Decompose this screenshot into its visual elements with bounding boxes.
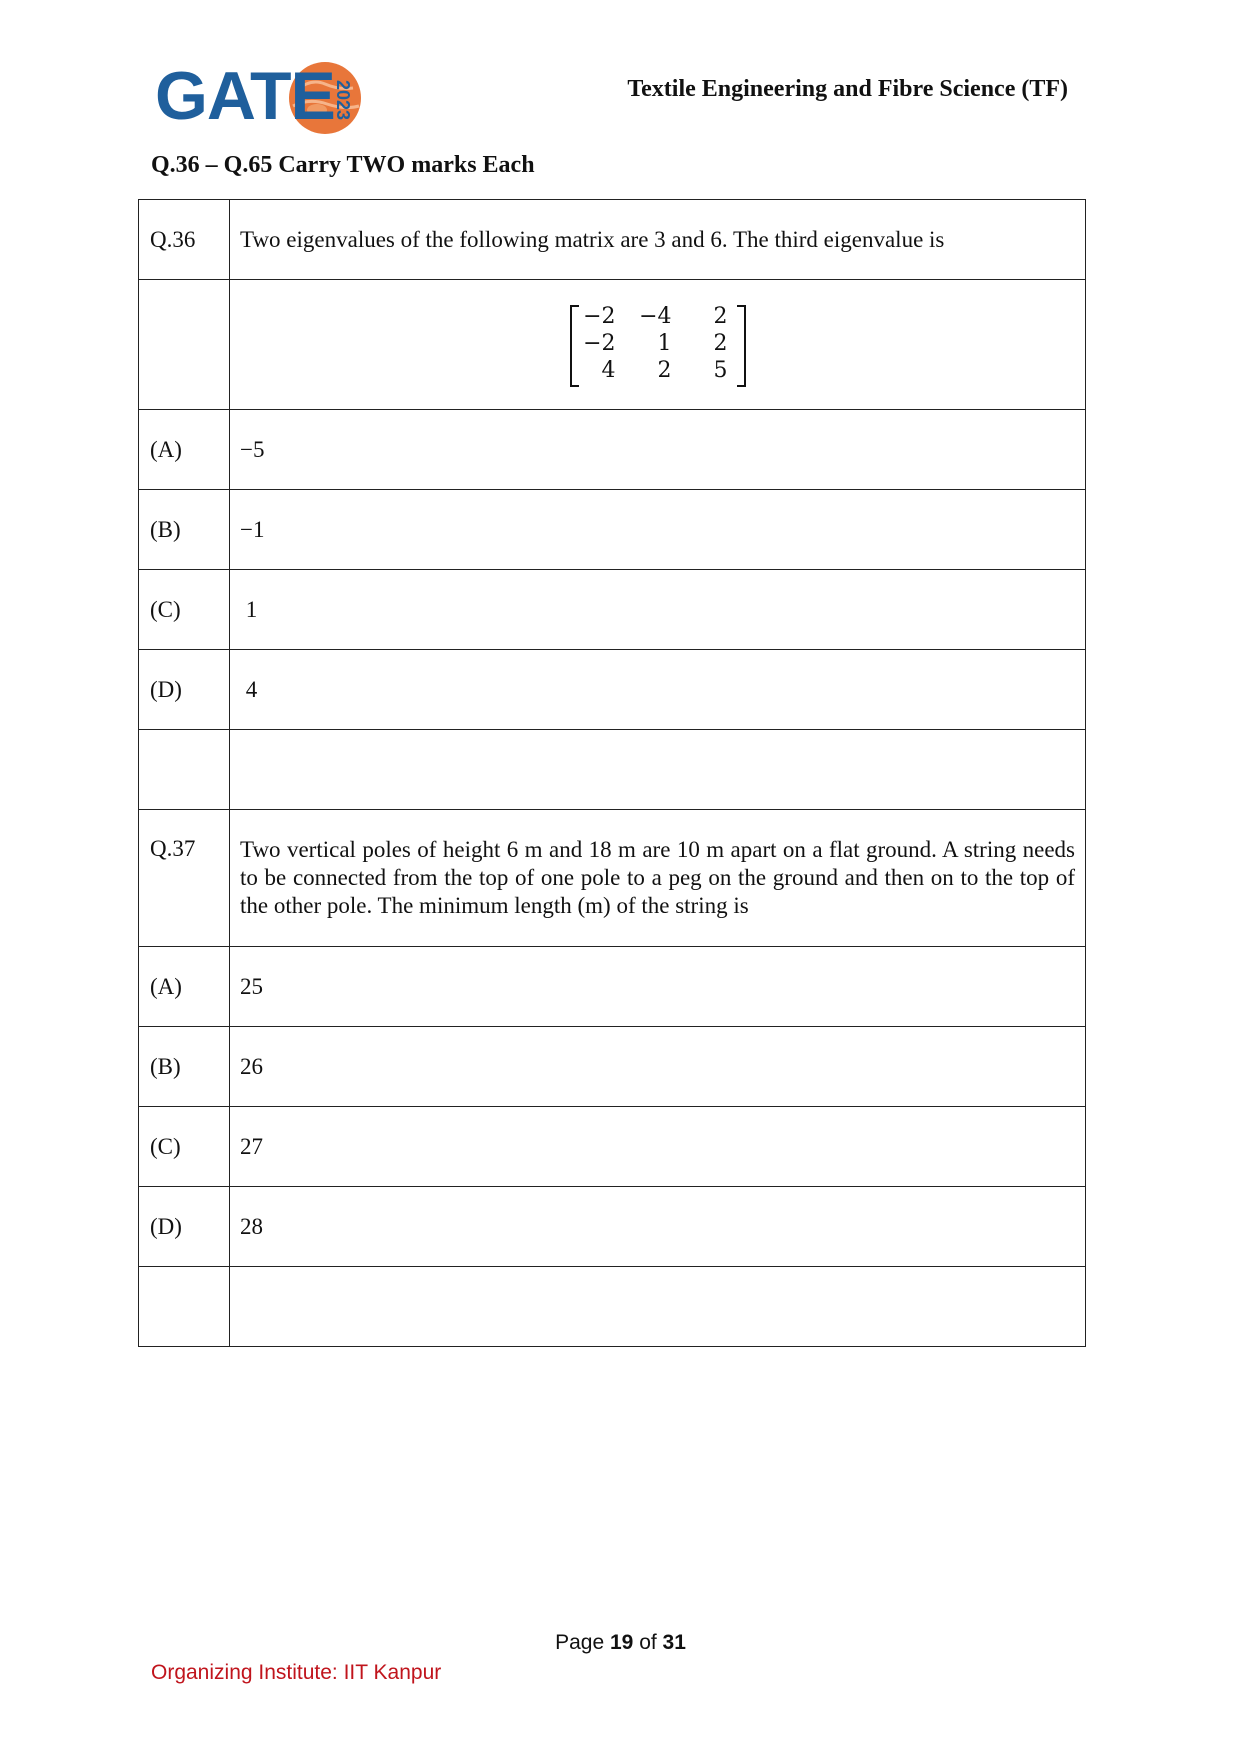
option-row (139, 570, 1086, 650)
option-row (139, 490, 1086, 570)
logo-wordmark: GATE (155, 58, 335, 134)
option-row (139, 650, 1086, 730)
option-label: (C) (139, 1107, 230, 1187)
matrix-cell: 2 (713, 303, 728, 329)
matrix-cell: 2 (657, 357, 672, 383)
option-row (139, 1107, 1086, 1187)
question-stem: Two eigenvalues of the following matrix are 3 and 6. The third eigenvalue is (230, 200, 1086, 280)
option-row (139, 410, 1086, 490)
option-row (139, 1187, 1086, 1267)
matrix (570, 305, 746, 385)
option-text: −5 (230, 410, 1086, 490)
question-number: Q.37 (139, 810, 230, 947)
option-row (139, 947, 1086, 1027)
matrix-cell: −2 (583, 330, 616, 356)
option-text: 28 (230, 1187, 1086, 1267)
option-label: (A) (139, 947, 230, 1027)
gate-logo (155, 60, 365, 138)
option-text: −1 (230, 490, 1086, 570)
option-text: 26 (230, 1027, 1086, 1107)
matrix-cell: −4 (639, 303, 672, 329)
question-row (139, 810, 1086, 947)
section-title: Q.36 – Q.65 Carry TWO marks Each (151, 152, 535, 178)
option-label: (D) (139, 1187, 230, 1267)
spacer-row (139, 730, 1086, 810)
matrix-right-bracket (737, 305, 746, 387)
matrix-cell: −2 (583, 303, 616, 329)
question-number: Q.36 (139, 200, 230, 280)
matrix-cell: 4 (601, 357, 616, 383)
option-label: (B) (139, 1027, 230, 1107)
page-number: Page 19 of 31 (555, 1631, 686, 1654)
matrix-cell: 5 (713, 357, 728, 383)
option-text: 27 (230, 1107, 1086, 1187)
question-row (139, 200, 1086, 280)
option-label: (D) (139, 650, 230, 730)
question-table (138, 199, 1086, 1347)
paper-title: Textile Engineering and Fibre Science (TF) (627, 76, 1068, 102)
organizing-institute: Organizing Institute: IIT Kanpur (151, 1661, 442, 1684)
matrix-row (139, 280, 1086, 410)
logo-year: 2023 (333, 79, 353, 121)
matrix-cell: 2 (713, 330, 728, 356)
option-text: 4 (230, 650, 1086, 730)
matrix-cell: 1 (657, 330, 672, 356)
option-text: 1 (230, 570, 1086, 650)
option-label: (A) (139, 410, 230, 490)
option-row (139, 1027, 1086, 1107)
option-label: (B) (139, 490, 230, 570)
option-label: (C) (139, 570, 230, 650)
question-stem: Two vertical poles of height 6 m and 18 m are 10 m apart on a flat ground. A string needs to be connected from the top of one pole to a peg on the ground and then on to the top of the other pole. The minimum length (m) of the string is (230, 810, 1086, 947)
option-text: 25 (230, 947, 1086, 1027)
spacer-row (139, 1267, 1086, 1347)
